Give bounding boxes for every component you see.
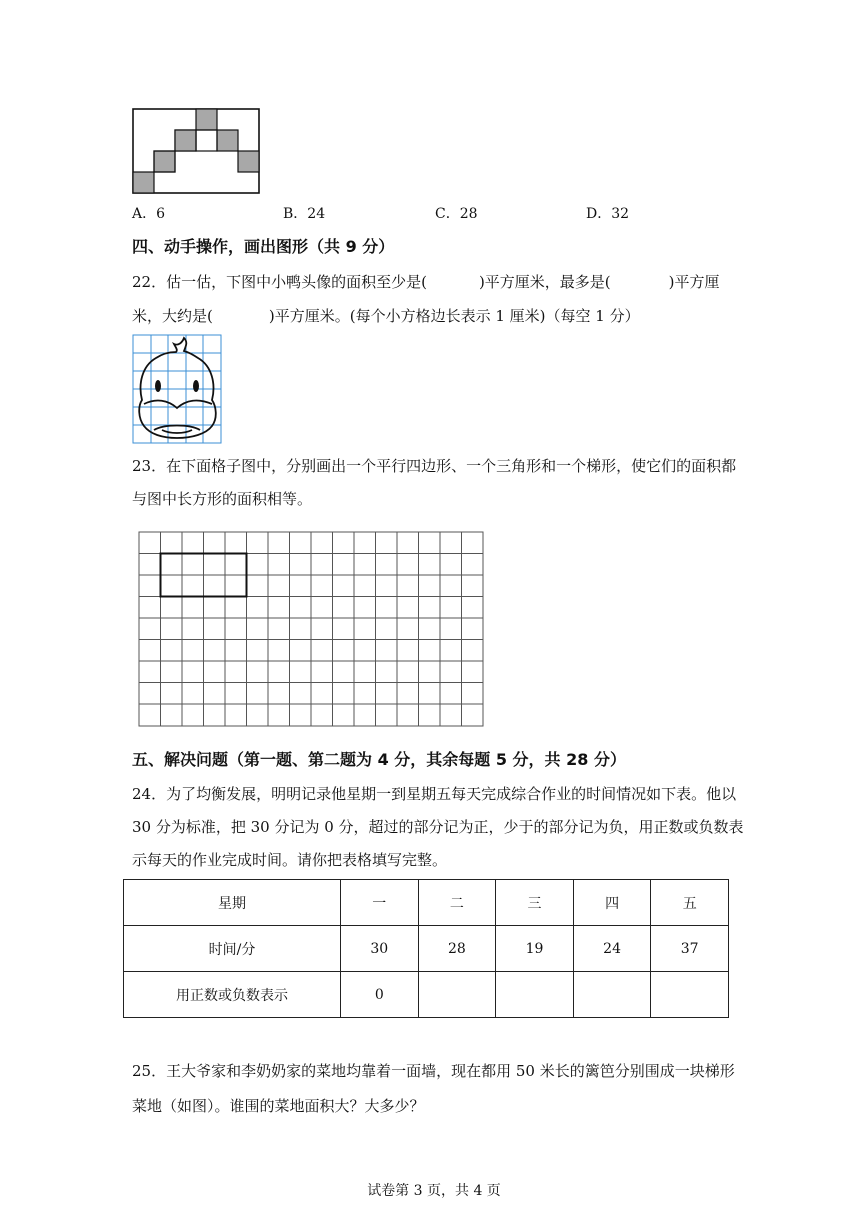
q21-square [196,109,217,130]
q25-line-1: 25．王大爷家和李奶奶家的菜地均靠着一面墙，现在都用 50 米长的篱笆分别围成一块梯形 [132,1062,735,1080]
q21-square [175,130,196,151]
table-cell: 24 [573,926,651,972]
q24-line-3: 示每天的作业完成时间。请你把表格填写完整。 [132,851,448,869]
q22-text: 22．估一估，下图中小鸭头像的面积至少是( [132,273,427,291]
table-cell: 三 [496,880,574,926]
table-cell: 30 [341,926,419,972]
section-5-heading: 五、解决问题（第一题、第二题为 4 分，其余每题 5 分，共 28 分） [132,750,626,769]
q22-line-2 [132,307,640,325]
q23-line-1: 23．在下面格子图中，分别画出一个平行四边形、一个三角形和一个梯形，使它们的面积都 [132,457,737,475]
table-cell: 二 [418,880,496,926]
q21-option-b[interactable]: B．24 [283,206,326,222]
table-row-label: 时间/分 [124,926,341,972]
q21-square [154,151,175,172]
q21-step-figure [132,108,260,194]
table-cell: 28 [418,926,496,972]
q23-line-2: 与图中长方形的面积相等。 [132,490,313,508]
q21-square [238,151,259,172]
table-row [124,880,729,926]
answer-cell[interactable] [496,972,574,1018]
table-cell: 37 [651,926,729,972]
q22-text: 米，大约是( [132,307,213,325]
q24-line-1: 24．为了均衡发展，明明记录他星期一到星期五每天完成综合作业的时间情况如下表。他以 [132,785,737,803]
q21-square [133,172,154,193]
table-cell: 0 [341,972,419,1018]
q22-text: )平方厘米，最多是( [478,273,611,291]
answer-cell[interactable] [573,972,651,1018]
table-row [124,926,729,972]
table-row [124,972,729,1018]
answer-cell[interactable] [418,972,496,1018]
table-cell: 19 [496,926,574,972]
q22-text: )平方厘米。(每个小方格边长表示 1 厘米)（每空 1 分） [268,307,640,325]
table-cell: 四 [573,880,651,926]
q24-line-2: 30 分为标准，把 30 分记为 0 分，超过的部分记为正，少于的部分记为负，用正数或负数表 [132,818,744,836]
homework-time-table [123,879,729,1018]
q22-line-1 [132,273,720,291]
duck-grid-figure [132,334,222,444]
table-row-label: 星期 [124,880,341,926]
section-4-heading: 四、动手操作，画出图形（共 9 分） [132,237,395,256]
page-footer: 试卷第 3 页，共 4 页 [367,1183,501,1199]
q22-text: )平方厘 [668,273,720,291]
table-row-label: 用正数或负数表示 [124,972,341,1018]
q25-line-2: 菜地（如图）。谁围的菜地面积大？大多少？ [132,1097,425,1115]
drawing-grid[interactable] [138,531,484,728]
q21-option-a[interactable]: A．6 [132,206,166,222]
q21-option-c[interactable]: C．28 [435,206,478,222]
table-cell: 一 [341,880,419,926]
table-cell: 五 [651,880,729,926]
q21-square [217,130,238,151]
q21-option-d[interactable]: D．32 [586,206,630,222]
answer-cell[interactable] [651,972,729,1018]
